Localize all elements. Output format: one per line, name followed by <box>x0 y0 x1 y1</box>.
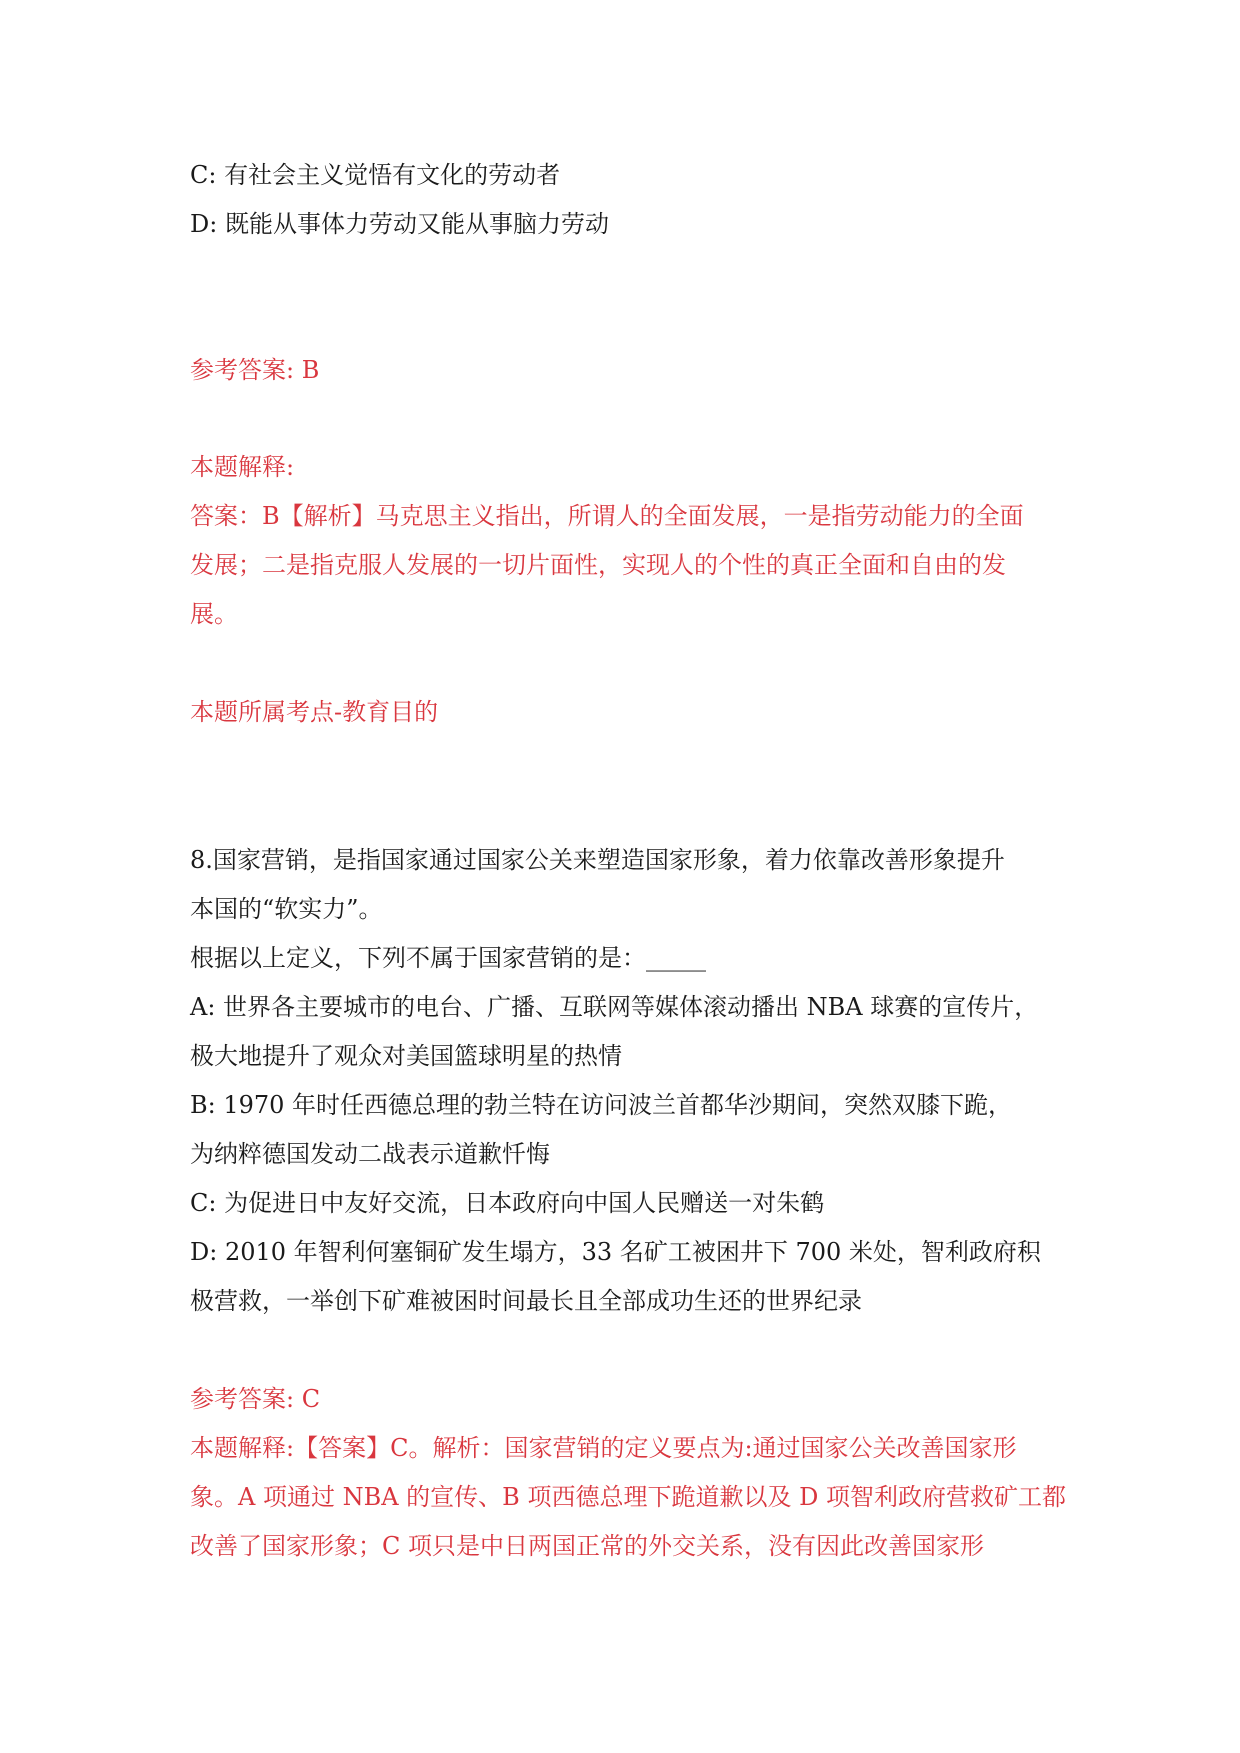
q8-explanation-line: 改善了国家形象；C 项只是中日两国正常的外交关系，没有因此改善国家形 <box>190 1532 984 1560</box>
q8-stem-line: 8.国家营销，是指国家通过国家公关来塑造国家形象，着力依靠改善形象提升 <box>190 846 1005 874</box>
q8-option-a-line: A: 世界各主要城市的电台、广播、互联网等媒体滚动播出 NBA 球赛的宣传片， <box>190 993 1039 1021</box>
q7-option-c: C: 有社会主义觉悟有文化的劳动者 <box>190 161 561 189</box>
q8-option-b-line: B: 1970 年时任西德总理的勃兰特在访问波兰首都华沙期间，突然双膝下跪， <box>190 1091 1013 1119</box>
q8-option-c: C: 为促进日中友好交流，日本政府向中国人民赠送一对朱鹤 <box>190 1189 825 1217</box>
q8-explanation-line: 象。A 项通过 NBA 的宣传、B 项西德总理下跪道歉以及 D 项智利政府营救矿工都 <box>190 1483 1066 1511</box>
q8-option-b-line: 为纳粹德国发动二战表示道歉忏悔 <box>190 1140 550 1168</box>
q7-answer: 参考答案: B <box>190 356 320 384</box>
q7-option-d: D: 既能从事体力劳动又能从事脑力劳动 <box>190 210 609 238</box>
q7-explanation-line: 答案：B【解析】马克思主义指出，所谓人的全面发展，一是指劳动能力的全面 <box>190 502 1024 530</box>
q8-option-d-line: 极营救，一举创下矿难被困时间最长且全部成功生还的世界纪录 <box>190 1287 862 1315</box>
q7-explanation-line: 发展；二是指克服人发展的一切片面性，实现人的个性的真正全面和自由的发 <box>190 551 1006 579</box>
q8-answer: 参考答案: C <box>190 1385 321 1413</box>
q7-explanation-label: 本题解释: <box>190 453 295 481</box>
q7-topic: 本题所属考点-教育目的 <box>190 698 439 726</box>
q8-prompt: 根据以上定义，下列不属于国家营销的是：_____ <box>190 944 706 972</box>
q7-explanation-line: 展。 <box>190 600 238 628</box>
q8-option-d-line: D: 2010 年智利何塞铜矿发生塌方，33 名矿工被困井下 700 米处，智利政府积 <box>190 1238 1041 1266</box>
q8-option-a-line: 极大地提升了观众对美国篮球明星的热情 <box>190 1042 622 1070</box>
q8-stem-line: 本国的“软实力”。 <box>190 895 383 923</box>
q8-explanation-line: 本题解释:【答案】C。解析：国家营销的定义要点为:通过国家公关改善国家形 <box>190 1434 1017 1462</box>
